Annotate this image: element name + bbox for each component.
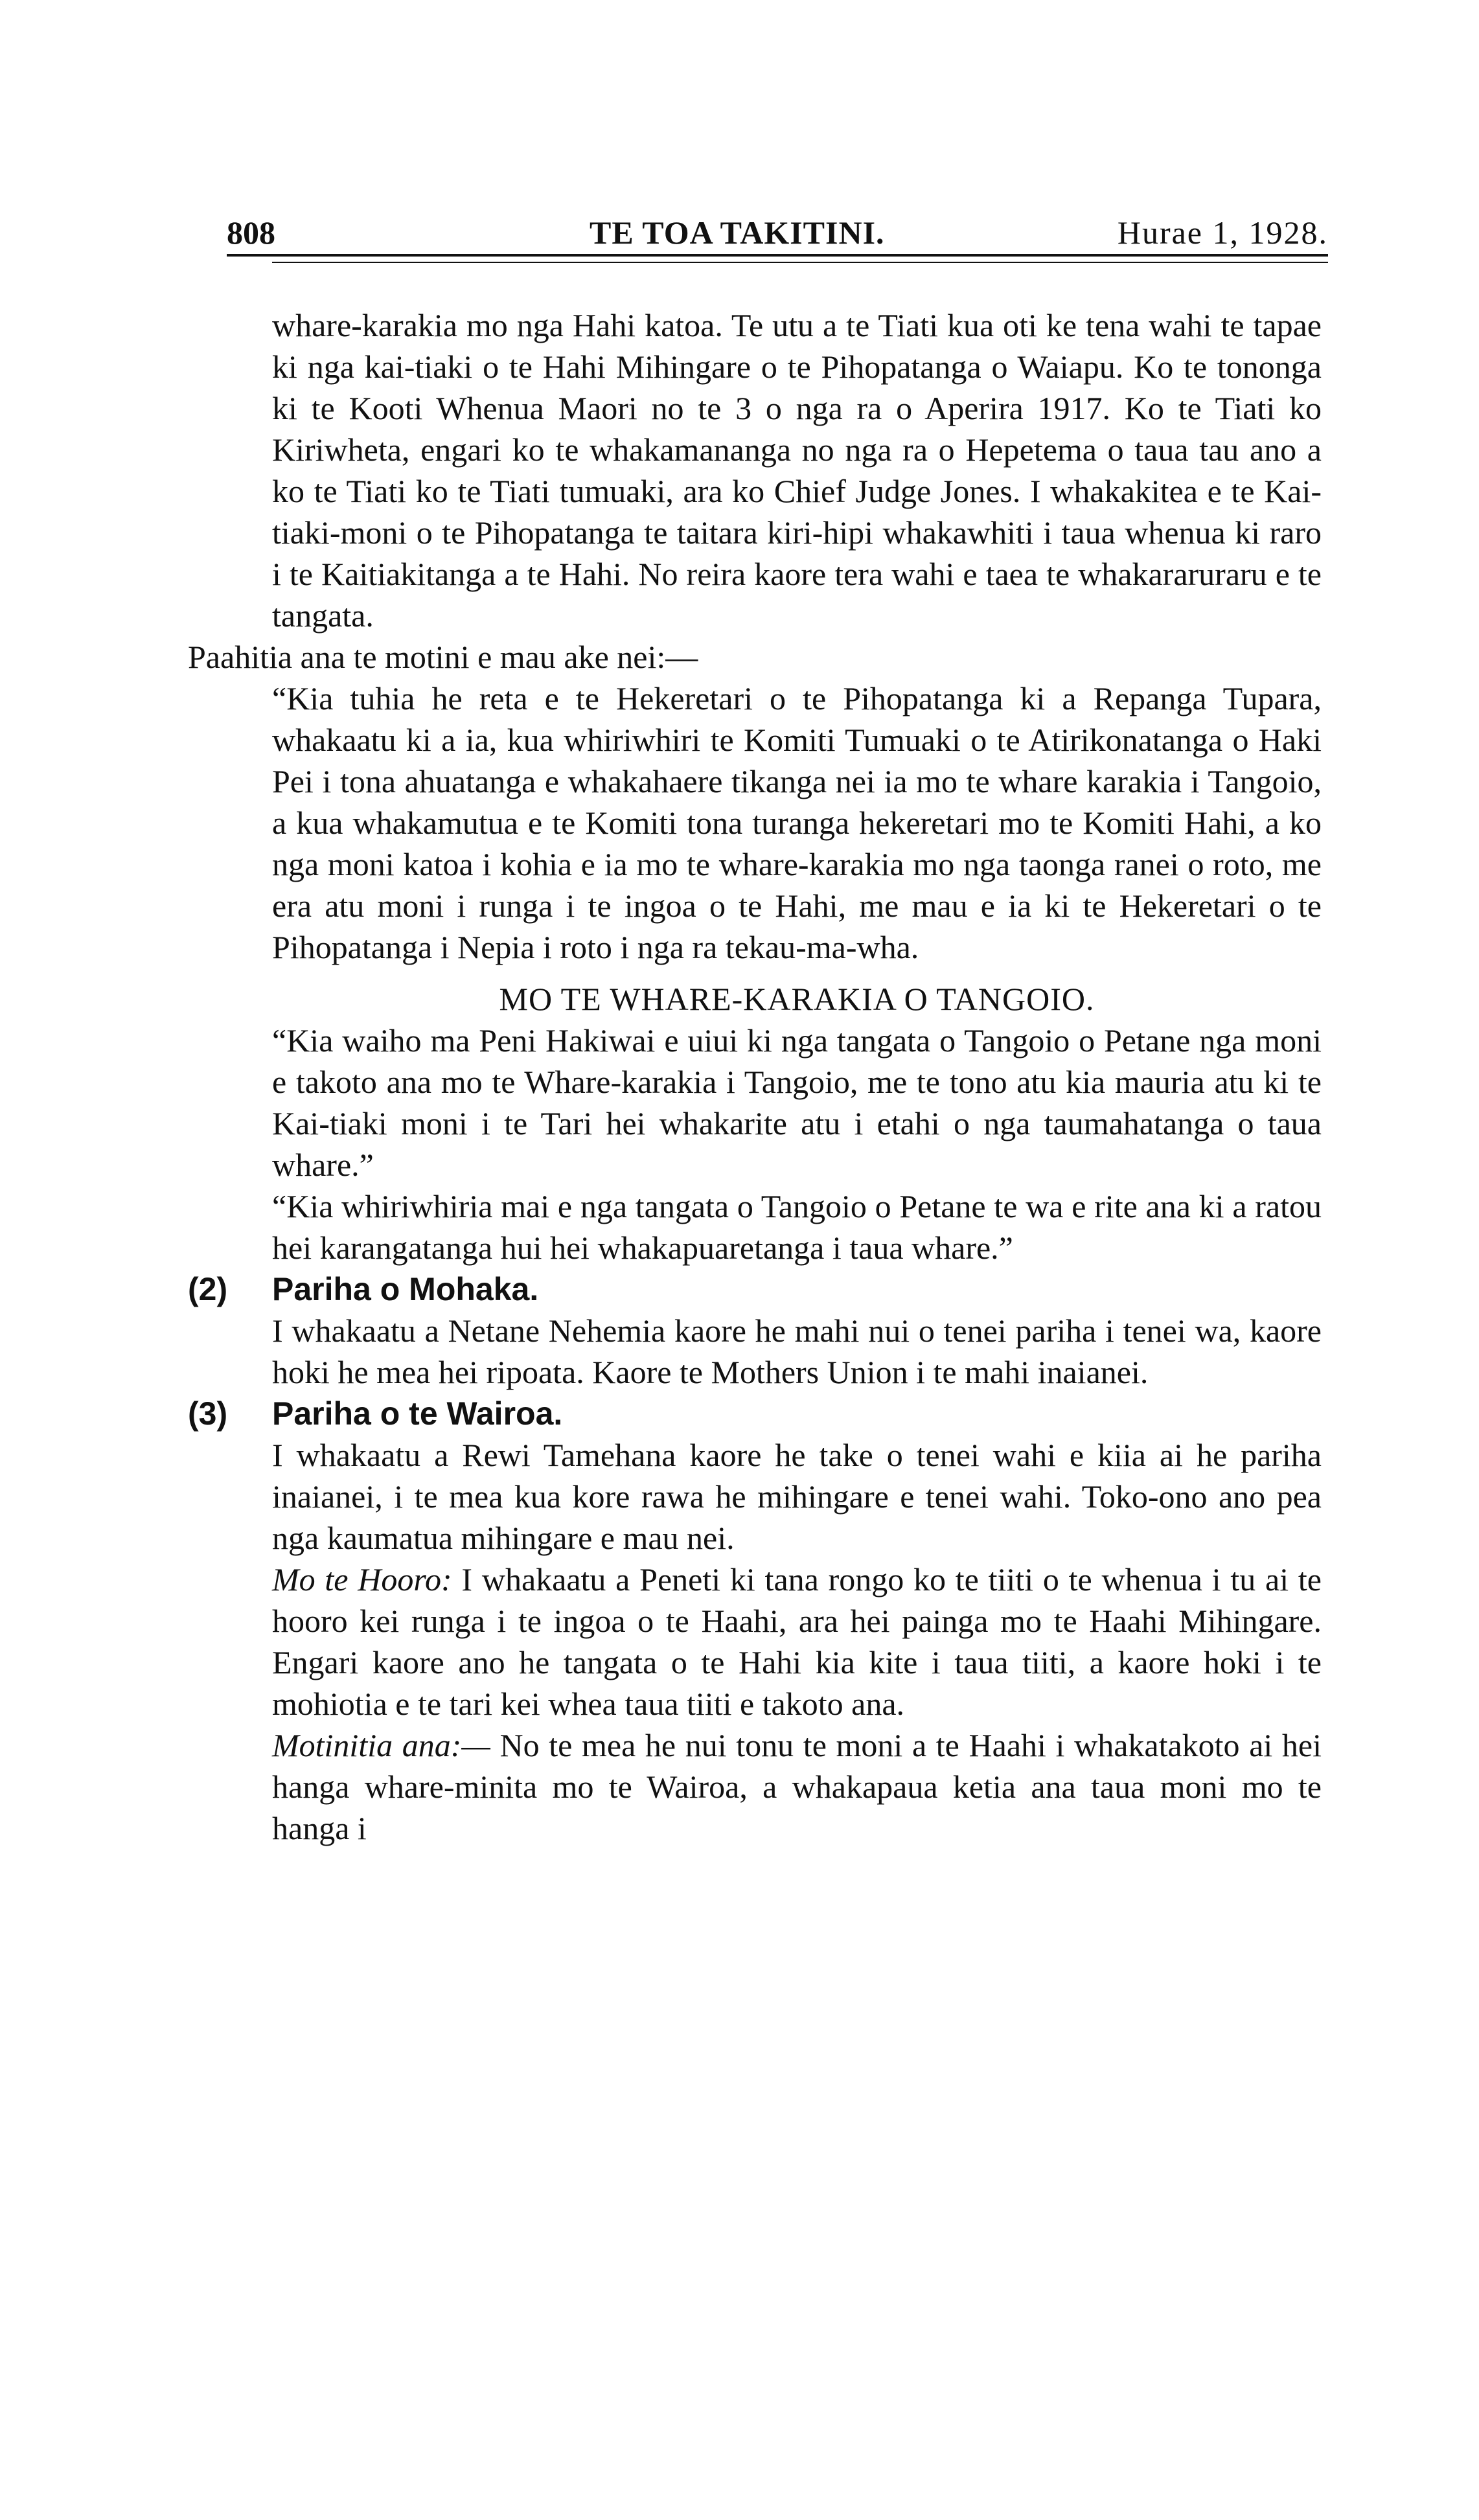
issue-date: Hurae 1, 1928. bbox=[1117, 214, 1328, 251]
publication-title: TE TOA TAKITINI. bbox=[590, 214, 885, 251]
paragraph-motion-passed: Paahitia ana te motini e mau ake nei:— bbox=[188, 639, 698, 675]
hooro-text: I whakaatu a Peneti ki tana rongo ko te tiiti o te whenua i tu ai te hooro kei runga i te ingoa o te Haahi, ara hei painga mo te Haahi Mihingare. Engari kaore ano he tangata o te Hahi kia kite i taua tiiti, a kaore hoki i te mohiotia e te tari kei whea taua tiiti e takoto ana. bbox=[272, 1561, 1322, 1722]
paragraph-wairoa: I whakaatu a Rewi Tamehana kaore he take o tenei wahi e kiia ai he pariha inaianei, i te mea kua kore rawa he mihingare e tenei wahi. Toko-ono ano pea nga kaumatua mihingare e mau nei. bbox=[272, 1437, 1322, 1556]
paragraph-whare-karakia: whare-karakia mo nga Hahi katoa. Te utu a te Tiati kua oti ke tena wahi te tapae ki nga kai-tiaki o te Hahi Mihingare o te Pihopatanga o Waiapu. Ko te tononga ki te Kooti Whenua Maori no te 3 o nga ra o Aperira 1917. Ko te Tiati ko Kiriwheta, engari ko te whakamananga no nga ra o Hepetema o taua tau ano a ko te Tiati ko te Tiati tumuaki, ara ko Chief Judge Jones. I whakakitea e te Kai-tiaki-moni o te Pihopatanga te taitara kiri-hipi whakawhiti i taua whenua ki raro i te Kaitiakitanga a te Hahi. No reira kaore tera wahi e taea te whakararuraru e te tangata. bbox=[272, 307, 1322, 634]
section-heading-tangoio: MO TE WHARE-KARAKIA O TANGOIO. bbox=[499, 981, 1095, 1017]
section-heading-wairoa: Pariha o te Wairoa. bbox=[272, 1395, 563, 1432]
paragraph-hooro bbox=[272, 1559, 1322, 1724]
hooro-label: Mo te Hooro: bbox=[272, 1561, 452, 1598]
section-number: (3) bbox=[188, 1395, 228, 1432]
paragraph-motinitia bbox=[272, 1724, 1322, 1849]
section-mohaka bbox=[188, 1268, 1322, 1393]
paragraph-motion-letter: “Kia tuhia he reta e te Hekeretari o te Pihopatanga ki a Repanga Tupara, whakaatu ki a ia, kua whiriwhiri te Komiti Tumuaki o te Atirikonatanga o Haki Pei i tona ahuatanga e whakahaere tikanga nei ia mo te whare karakia i Tangoio, a kua whakamutua e te Komiti tona turanga hekeretari mo te Komiti Hahi, a ko nga moni katoa i kohia e ia mo te whare-karakia mo nga taonga ranei o roto, me era atu moni i runga i te ingoa o te Hahi, me mau e ia ki te Hekeretari o te Pihopatanga i Nepia i roto i nga ra tekau-ma-wha. bbox=[272, 680, 1322, 965]
header-rule-thin bbox=[272, 262, 1328, 263]
motinitia-label: Motinitia ana:— bbox=[272, 1727, 490, 1763]
section-heading-mohaka: Pariha o Mohaka. bbox=[272, 1271, 539, 1307]
motinitia-text: No te mea he nui tonu te moni a te Haahi i whakatakoto ai hei hanga whare-minita mo te Wairoa, a whakapaua ketia ana taua moni mo te hanga i bbox=[272, 1727, 1322, 1846]
section-wairoa bbox=[188, 1393, 1322, 1849]
running-header bbox=[227, 212, 1328, 258]
article-body bbox=[188, 304, 1322, 1849]
paragraph-tangoio-money: “Kia waiho ma Peni Hakiwai e uiui ki nga tangata o Tangoio o Petane nga moni e takoto ana mo te Whare-karakia i Tangoio, me te tono atu kia mauria atu ki te Kai-tiaki moni i te Tari hei whakarite atu i etahi o nga taumahatanga o taua whare.” bbox=[272, 1022, 1322, 1183]
paragraph-mohaka: I whakaatu a Netane Nehemia kaore he mahi nui o tenei pariha i tenei wa, kaore hoki he mea hei ripoata. Kaore te Mothers Union i te mahi inaianei. bbox=[272, 1312, 1322, 1390]
page-number: 808 bbox=[227, 214, 275, 251]
header-rule bbox=[227, 254, 1328, 257]
section-number: (2) bbox=[188, 1271, 228, 1307]
paragraph-tangoio-opening: “Kia whiriwhiria mai e nga tangata o Tangoio o Petane te wa e rite ana ki a ratou hei karangatanga hui hei whakapuaretanga i taua whare.” bbox=[272, 1188, 1322, 1266]
